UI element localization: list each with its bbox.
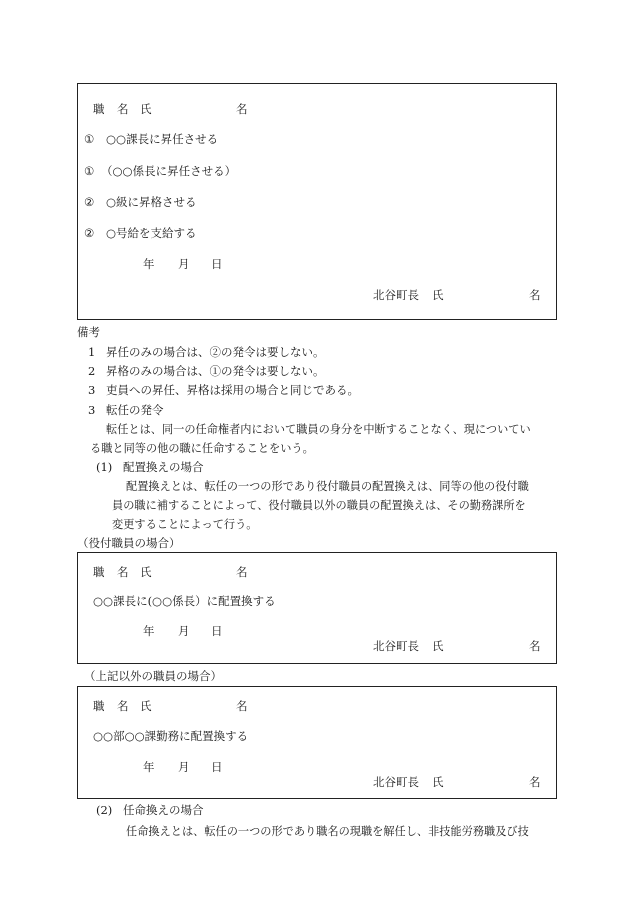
form2-date-day: 日	[211, 624, 223, 638]
form2-text: ○○課長に(○○係長）に配置換する	[93, 594, 276, 608]
note-text: 昇格のみの場合は、①の発令は要しない。	[106, 364, 325, 378]
form1-header-mei2: 名	[236, 102, 248, 116]
form1-line-num: ①	[84, 132, 95, 146]
form2-signature-title: 北谷町長	[373, 639, 419, 653]
sub1-num: (1)	[96, 460, 113, 474]
form2-header-shoku: 職	[93, 565, 105, 579]
sub2-title: 任命換えの場合	[123, 803, 204, 817]
form1-line-text: ○号給を支給する	[106, 226, 197, 240]
form1-line-num: ②	[84, 226, 95, 240]
form1-header-shi: 氏	[140, 102, 152, 116]
form3-header-shi: 氏	[140, 699, 152, 713]
tennin-para-line1: 転任とは、同一の任命権者内において職員の身分を中断することなく、現についてい	[106, 423, 531, 436]
form1-line-text: ○級に昇格させる	[106, 195, 197, 209]
form3-header-shoku: 職	[93, 699, 105, 713]
note-text: 昇任のみの場合は、②の発令は要しない。	[106, 345, 325, 359]
form3-date-year: 年	[143, 760, 155, 774]
form3-caption: （上記以外の職員の場合）	[84, 669, 222, 683]
form1-header-mei1: 名	[117, 102, 129, 116]
notes-title: 備考	[77, 325, 100, 339]
note-text: 転任の発令	[106, 403, 164, 417]
form1-line-num: ①	[84, 164, 95, 178]
form3-signature-title: 北谷町長	[373, 775, 419, 789]
sub1-para-line3: 変更することによって行う。	[112, 518, 258, 531]
form2-date-month: 月	[178, 624, 190, 638]
form3-date-day: 日	[211, 760, 223, 774]
form1-signature-title: 北谷町長	[373, 288, 419, 302]
form2-header-shi: 氏	[140, 565, 152, 579]
note-num: 2	[88, 364, 96, 378]
sub1-para-line1: 配置換えとは、転任の一つの形であり役付職員の配置換えは、同等の他の役付職	[126, 480, 529, 493]
form1-line-text: （○○係長に昇任させる）	[101, 164, 237, 178]
form1-date-month: 月	[178, 257, 190, 271]
form1-signature-mei: 名	[529, 288, 541, 302]
form2-date-year: 年	[143, 624, 155, 638]
form1-header-shoku: 職	[93, 102, 105, 116]
sub2-num: (2)	[96, 803, 113, 817]
form2-header-mei1: 名	[117, 565, 129, 579]
form1-line-text: ○○課長に昇任させる	[106, 132, 219, 146]
form1-date-day: 日	[211, 257, 223, 271]
note-text: 吏員への昇任、昇格は採用の場合と同じである。	[106, 383, 359, 397]
form1-line-num: ②	[84, 195, 95, 209]
form2-signature-shi: 氏	[432, 639, 444, 653]
form2-caption: （役付職員の場合）	[77, 536, 181, 550]
tennin-para-line2: る職と同等の他の職に任命することをいう。	[90, 442, 314, 455]
form2-signature-mei: 名	[529, 639, 541, 653]
form1-date-year: 年	[143, 257, 155, 271]
note-num: 3	[88, 383, 96, 397]
sub1-para-line2: 員の職に補することによって、役付職員以外の職員の配置換えは、その勤務課所を	[112, 499, 526, 512]
form3-text: ○○部○○課勤務に配置換する	[93, 729, 249, 743]
sub2-para-line1: 任命換えとは、転任の一つの形であり職名の現職を解任し、非技能労務職及び技	[126, 825, 529, 838]
form3-signature-mei: 名	[529, 775, 541, 789]
form3-date-month: 月	[178, 760, 190, 774]
form2-header-mei2: 名	[236, 565, 248, 579]
form3-header-mei2: 名	[236, 699, 248, 713]
note-num: 1	[88, 345, 96, 359]
note-num: 3	[88, 403, 96, 417]
sub1-title: 配置換えの場合	[123, 460, 204, 474]
form3-header-mei1: 名	[117, 699, 129, 713]
form1-signature-shi: 氏	[432, 288, 444, 302]
form3-signature-shi: 氏	[432, 775, 444, 789]
